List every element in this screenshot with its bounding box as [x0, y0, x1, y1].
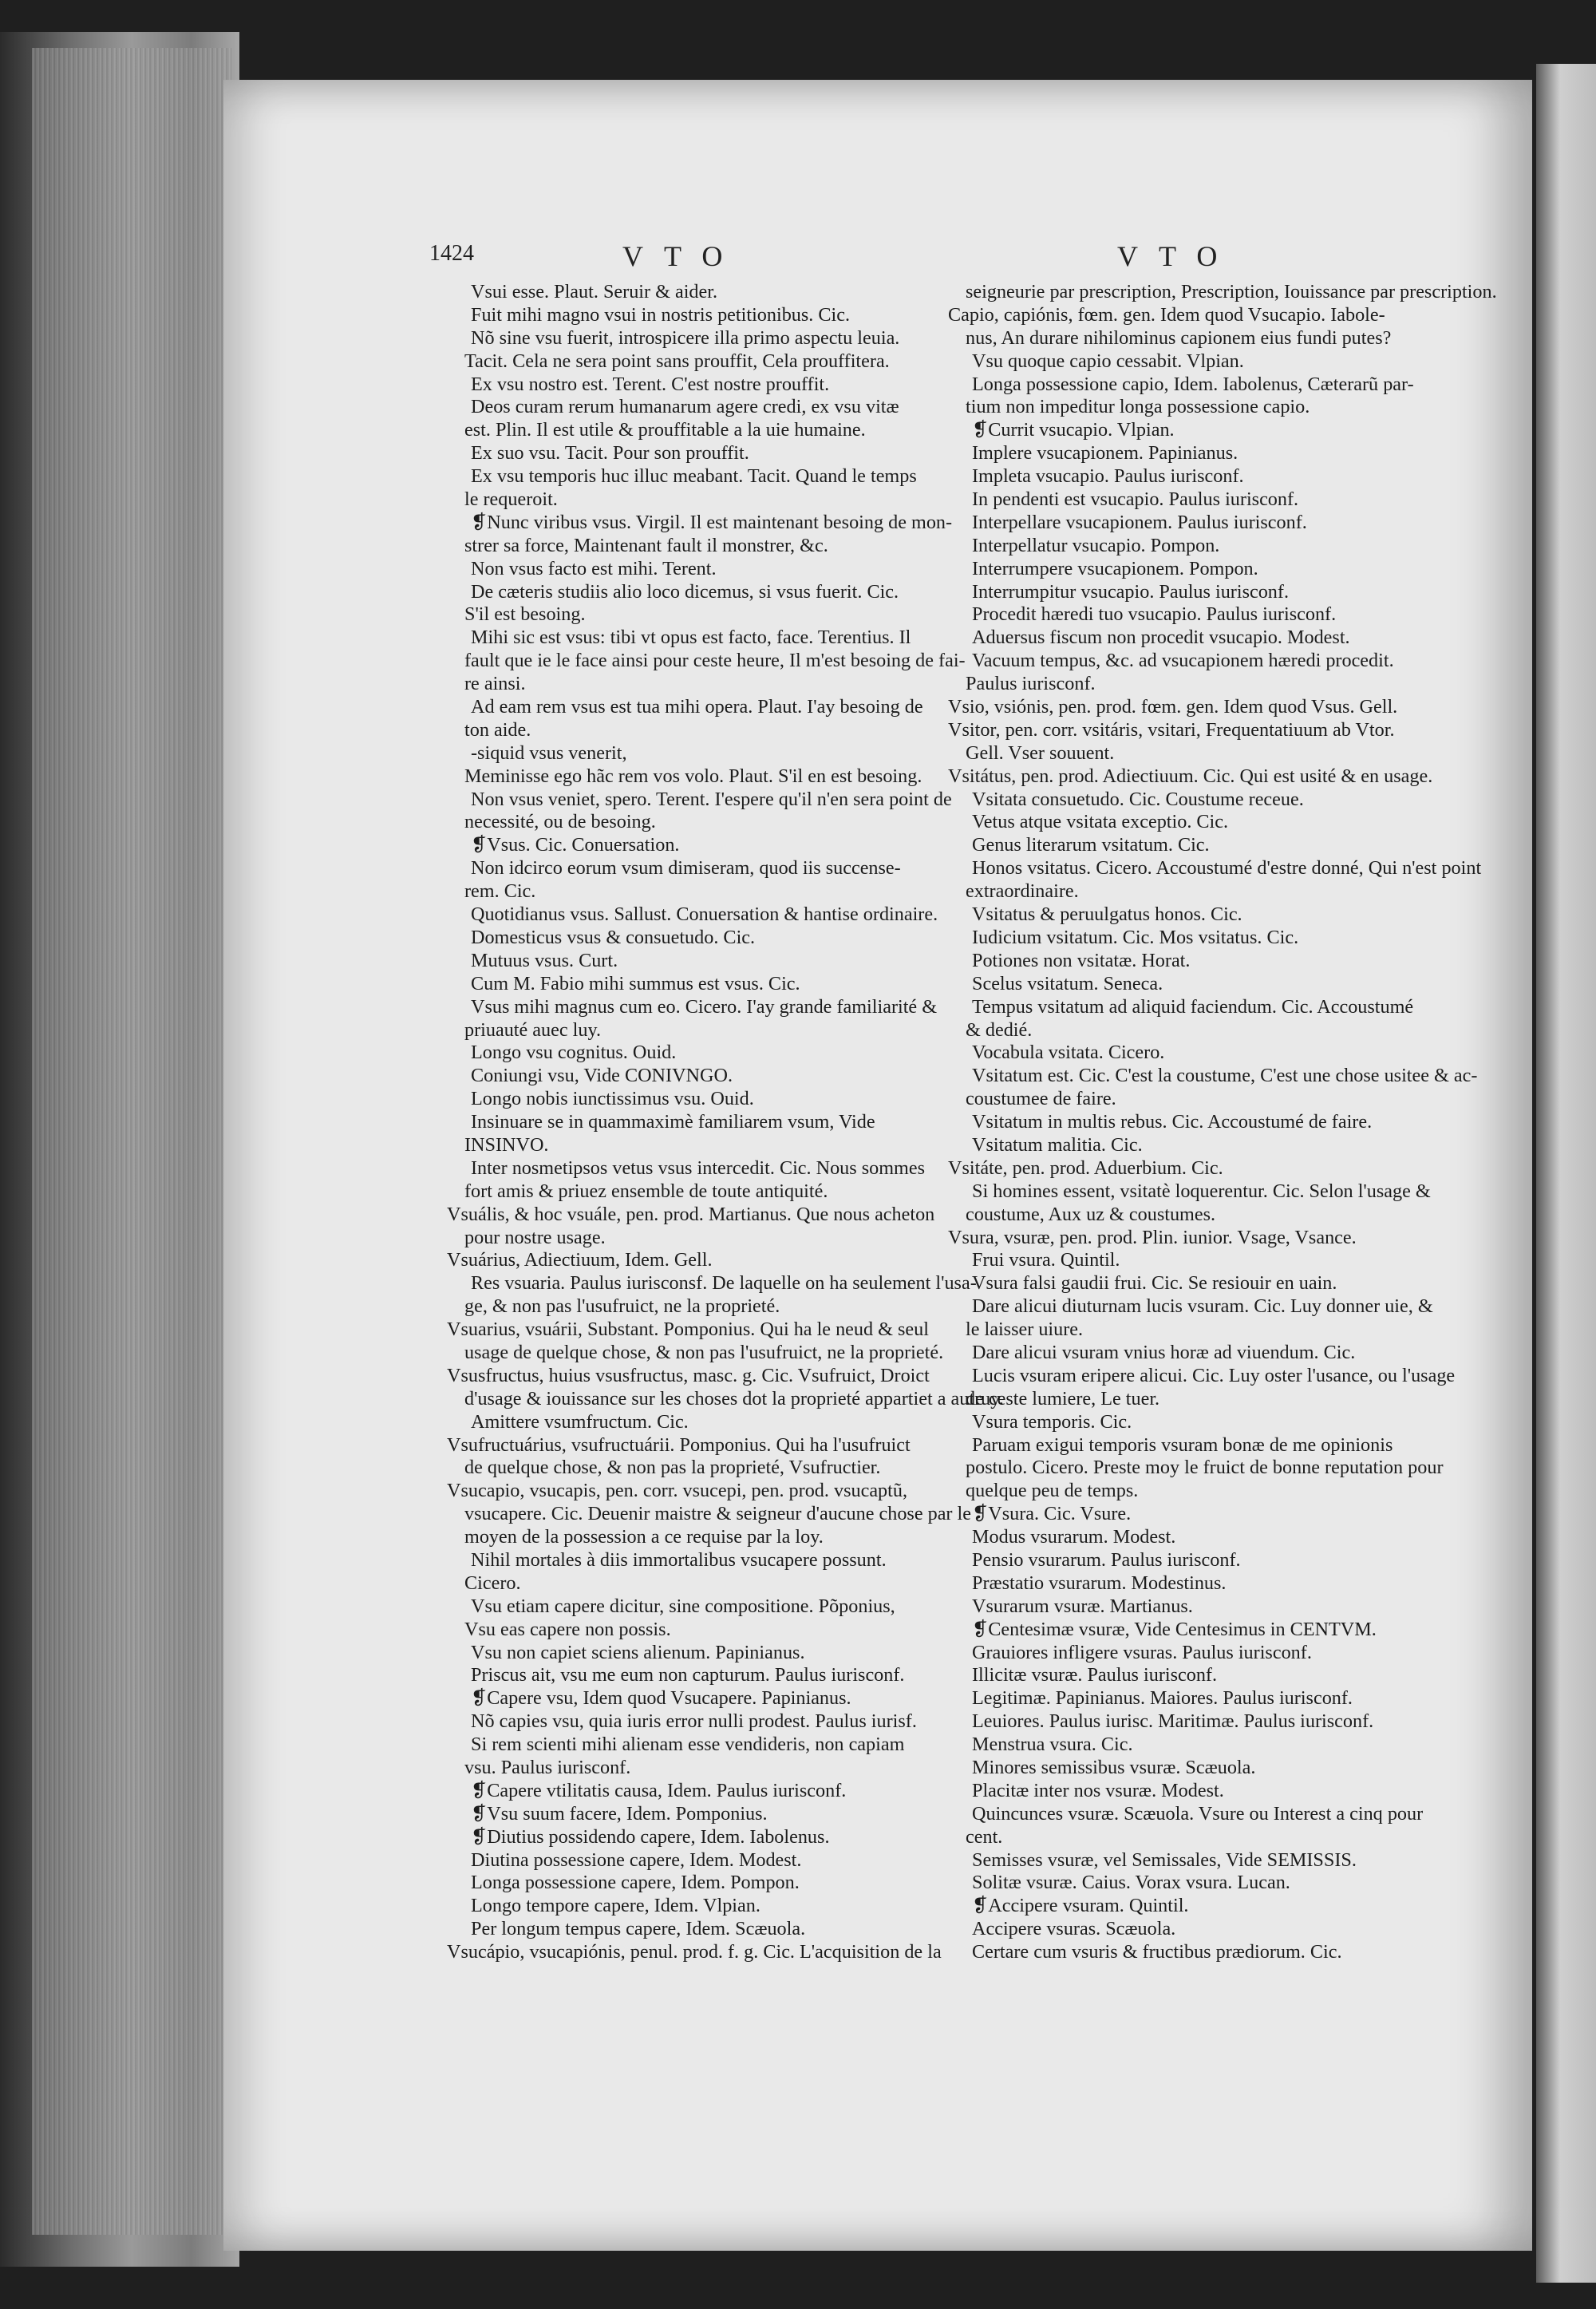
text-line: Longa possessione capere, Idem. Pompon. [471, 1872, 800, 1894]
text-line: ❡Centesimæ vsuræ, Vide Centesimus in CENTVM. [972, 1618, 1377, 1640]
text-line: Minores semissibus vsuræ. Scæuola. [972, 1757, 1256, 1778]
text-line: Coniungi vsu, Vide CONIVNGO. [471, 1065, 733, 1087]
text-line: Vsus mihi magnus cum eo. Cicero. I'ay grande familiarité & [471, 995, 938, 1018]
text-line: Vsu non capiet sciens alienum. Papinianus. [471, 1641, 805, 1663]
text-line: usage de quelque chose, & non pas l'usufruict, ne la proprieté. [464, 1341, 944, 1363]
text-line: Dare alicui diuturnam lucis vsuram. Cic. Luy donner uie, & [972, 1295, 1433, 1318]
text-line: Domesticus vsus & consuetudo. Cic. [471, 926, 756, 948]
text-line: Vsu etiam capere dicitur, sine compositione. Põponius, [471, 1595, 895, 1617]
text-line: Vsurarum vsuræ. Martianus. [972, 1595, 1193, 1617]
text-line: Mutuus vsus. Curt. [471, 949, 618, 971]
text-line: Insinuare se in quammaximè familiarem vsum, Vide [471, 1111, 875, 1133]
text-line: & dedié. [966, 1018, 1033, 1041]
text-line: Priscus ait, vsu me eum non capturum. Paulus iurisconf. [471, 1664, 905, 1686]
text-line: ❡Vsura. Cic. Vsure. [972, 1503, 1132, 1525]
text-line: Vsura falsi gaudii frui. Cic. Se resiouir en uain. [972, 1272, 1337, 1295]
text-line: Nõ sine vsu fuerit, introspicere illa primo aspectu leuia. [471, 326, 900, 349]
text-line: Frui vsura. Quintil. [972, 1249, 1120, 1271]
text-line: moyen de la possession a ce requise par la loy. [464, 1526, 824, 1548]
text-line: coustumee de faire. [966, 1088, 1116, 1110]
text-line: Legitimæ. Papinianus. Maiores. Paulus iurisconf. [972, 1687, 1353, 1710]
text-line: Vsitatum malitia. Cic. [972, 1133, 1143, 1156]
text-line: Menstrua vsura. Cic. [972, 1734, 1133, 1756]
running-head-left: VTO [622, 240, 744, 272]
text-line: de ceste lumiere, Le tuer. [966, 1387, 1160, 1410]
text-line: ❡Nunc viribus vsus. Virgil. Il est maintenant besoing de mon- [471, 511, 953, 533]
text-line: -siquid vsus venerit, [471, 741, 627, 764]
text-line: tium non impeditur longa possessione capio. [966, 396, 1310, 418]
text-line: Vsuarius, vsuárii, Substant. Pomponius. Qui ha le neud & seul [447, 1319, 929, 1341]
text-line: Interrumpitur vsucapio. Paulus iurisconf. [972, 580, 1290, 603]
text-line: Tempus vsitatum ad aliquid faciendum. Cic. Accoustumé [972, 995, 1414, 1018]
text-line: S'il est besoing. [464, 603, 586, 626]
text-line: Vsufructuárius, vsufructuárii. Pomponius. Qui ha l'usufruict [447, 1433, 911, 1456]
text-line: ❡Accipere vsuram. Quintil. [972, 1895, 1189, 1917]
text-line: Per longum tempus capere, Idem. Scæuola. [471, 1918, 806, 1940]
text-line: ❡Diutius possidendo capere, Idem. Iabolenus. [471, 1825, 830, 1848]
text-line: Accipere vsuras. Scæuola. [972, 1918, 1176, 1940]
text-line: Vsuárius, Adiectiuum, Idem. Gell. [447, 1249, 713, 1271]
text-line: Illicitæ vsuræ. Paulus iurisconf. [972, 1664, 1218, 1686]
text-line: Scelus vsitatum. Seneca. [972, 972, 1163, 994]
text-line: ❡Vsus. Cic. Conuersation. [471, 834, 680, 856]
text-line: coustume, Aux uz & coustumes. [966, 1203, 1216, 1225]
text-line: Grauiores infligere vsuras. Paulus iurisconf. [972, 1641, 1312, 1663]
text-line: pour nostre usage. [464, 1226, 606, 1248]
text-line: quelque peu de temps. [966, 1480, 1139, 1502]
text-line: nus, An durare nihilominus capionem eius fundi putes? [966, 326, 1392, 349]
text-line: cent. [966, 1825, 1003, 1848]
text-line: priuauté auec luy. [464, 1018, 602, 1041]
text-line: vsucapere. Cic. Deuenir maistre & seigneur d'aucune chose par le [464, 1503, 971, 1525]
text-line: Non vsus veniet, spero. Terent. I'espere qu'il n'en sera point de [471, 788, 952, 810]
text-line: Non vsus facto est mihi. Terent. [471, 557, 717, 579]
text-line: Deos curam rerum humanarum agere credi, ex vsu vitæ [471, 396, 899, 418]
text-line: d'usage & iouissance sur les choses dot la proprieté appartiet a autruy. [464, 1387, 1004, 1410]
text-line: Res vsuaria. Paulus iurisconsf. De laquelle on ha seulement l'usa- [471, 1272, 977, 1295]
text-line: Vsucápio, vsucapiónis, penul. prod. f. g. Cic. L'acquisition de la [447, 1941, 942, 1963]
text-line: rem. Cic. [464, 880, 536, 903]
text-line: Vetus atque vsitata exceptio. Cic. [972, 811, 1229, 833]
text-line: Quincunces vsuræ. Scæuola. Vsure ou Interest a cinq pour [972, 1802, 1424, 1825]
text-line: Gell. Vser souuent. [966, 741, 1115, 764]
text-line: Vsio, vsiónis, pen. prod. fœm. gen. Idem quod Vsus. Gell. [948, 696, 1398, 718]
text-line: Vsui esse. Plaut. Seruir & aider. [471, 281, 718, 302]
text-line: Modus vsurarum. Modest. [972, 1526, 1176, 1548]
text-line: Paulus iurisconf. [966, 673, 1096, 695]
text-line: Solitæ vsuræ. Caius. Vorax vsura. Lucan. [972, 1872, 1290, 1894]
text-line: Procedit hæredi tuo vsucapio. Paulus iurisconf. [972, 603, 1337, 626]
text-line: ❡Capere vsu, Idem quod Vsucapere. Papinianus. [471, 1687, 851, 1710]
text-line: Amittere vsumfructum. Cic. [471, 1410, 689, 1433]
right-column [948, 281, 1497, 1964]
text-line: Honos vsitatus. Cicero. Accoustumé d'estre donné, Qui n'est point [972, 857, 1482, 880]
text-line: Ex vsu temporis huc illuc meabant. Tacit. Quand le temps [471, 465, 917, 488]
text-line: Vsitatum est. Cic. C'est la coustume, C'est une chose usitee & ac- [972, 1065, 1478, 1087]
text-line: Ex suo vsu. Tacit. Pour son prouffit. [471, 442, 749, 465]
text-line: Cicero. [464, 1572, 521, 1594]
text-line: Vsitátus, pen. prod. Adiectiuum. Cic. Qui est usité & en usage. [948, 765, 1433, 787]
text-line: Certare cum vsuris & fructibus prædiorum. Cic. [972, 1941, 1342, 1963]
text-line: Tacit. Cela ne sera point sans prouffit, Cela prouffitera. [464, 350, 890, 372]
text-line: Dare alicui vsuram vnius horæ ad viuendum. Cic. [972, 1341, 1356, 1363]
text-line: Quotidianus vsus. Sallust. Conuersation & hantise ordinaire. [471, 903, 938, 926]
text-line: Fuit mihi magno vsui in nostris petitionibus. Cic. [471, 303, 851, 326]
text-line: Placitæ inter nos vsuræ. Modest. [972, 1779, 1224, 1801]
page-number: 1424 [429, 241, 474, 266]
text-line: Pensio vsurarum. Paulus iurisconf. [972, 1548, 1241, 1571]
text-line: Vacuum tempus, &c. ad vsucapionem hæredi procedit. [972, 650, 1394, 672]
text-line: ❡Currit vsucapio. Vlpian. [972, 419, 1175, 441]
text-line: Diutina possessione capere, Idem. Modest. [471, 1848, 802, 1871]
text-line: Vsu quoque capio cessabit. Vlpian. [972, 350, 1244, 372]
text-line: Si homines essent, vsitatè loquerentur. Cic. Selon l'usage & [972, 1180, 1431, 1202]
text-line: Vsitata consuetudo. Cic. Coustume receue. [972, 788, 1304, 810]
text-line: Non idcirco eorum vsum dimiseram, quod iis succense- [471, 857, 901, 880]
text-line: Vsitatus & peruulgatus honos. Cic. [972, 903, 1242, 926]
running-head-right: VTO [1117, 240, 1238, 272]
text-line: ge, & non pas l'usufruict, ne la proprieté. [464, 1295, 780, 1318]
text-line: Interrumpere vsucapionem. Pompon. [972, 557, 1258, 579]
text-line: Nihil mortales à diis immortalibus vsucapere possunt. [471, 1548, 887, 1571]
text-line: Iudicium vsitatum. Cic. Mos vsitatus. Cic. [972, 926, 1299, 948]
text-line: fort amis & priuez ensemble de toute antiquité. [464, 1180, 828, 1202]
text-line: Vsitor, pen. corr. vsitáris, vsitari, Frequentatiuum ab Vtor. [948, 718, 1395, 741]
page-stack [32, 48, 231, 2235]
text-line: Paruam exigui temporis vsuram bonæ de me opinionis [972, 1433, 1393, 1456]
text-line: Lucis vsuram eripere alicui. Cic. Luy oster l'usance, ou l'usage [972, 1364, 1456, 1386]
text-line: Vsuális, & hoc vsuále, pen. prod. Martianus. Que nous acheton [447, 1203, 935, 1225]
text-line: Ex vsu nostro est. Terent. C'est nostre prouffit. [471, 373, 830, 395]
facing-page-edge [1536, 64, 1596, 2283]
text-line: Vocabula vsitata. Cicero. [972, 1042, 1165, 1064]
text-line: Genus literarum vsitatum. Cic. [972, 834, 1210, 856]
text-line: Vsura, vsuræ, pen. prod. Plin. iunior. Vsage, Vsance. [948, 1226, 1357, 1248]
text-line: ❡Capere vtilitatis causa, Idem. Paulus iurisconf. [471, 1779, 847, 1801]
text-line: Vsu eas capere non possis. [464, 1618, 671, 1640]
text-line: strer sa force, Maintenant fault il monstrer, &c. [464, 534, 828, 556]
text-line: Cum M. Fabio mihi summus est vsus. Cic. [471, 972, 800, 994]
text-line: Longo nobis iunctissimus vsu. Ouid. [471, 1088, 754, 1110]
text-line: Longo vsu cognitus. Ouid. [471, 1042, 677, 1064]
text-line: Vsusfructus, huius vsusfructus, masc. g. Cic. Vsufruict, Droict [447, 1364, 930, 1386]
text-line: le requeroit. [464, 488, 558, 511]
text-line: Leuiores. Paulus iurisc. Maritimæ. Paulus iurisconf. [972, 1710, 1374, 1733]
text-line: INSINVO. [464, 1133, 549, 1156]
text-line: Vsura temporis. Cic. [972, 1410, 1132, 1433]
text-line: le laisser uiure. [966, 1319, 1084, 1341]
text-line: de quelque chose, & non pas la proprieté, Vsufructier. [464, 1457, 881, 1479]
text-line: ton aide. [464, 718, 531, 741]
text-line: Inter nosmetipsos vetus vsus intercedit. Cic. Nous sommes [471, 1156, 926, 1179]
text-line: Potiones non vsitatæ. Horat. [972, 949, 1191, 971]
text-line: fault que ie le face ainsi pour ceste heure, Il m'est besoing de fai- [464, 650, 966, 672]
text-line: est. Plin. Il est utile & prouffitable a la uie humaine. [464, 419, 866, 441]
text-line: Semisses vsuræ, vel Semissales, Vide SEMISSIS. [972, 1848, 1357, 1871]
text-line: Ad eam rem vsus est tua mihi opera. Plaut. I'ay besoing de [471, 696, 923, 718]
text-line: ❡Vsu suum facere, Idem. Pomponius. [471, 1802, 768, 1825]
text-line: Mihi sic est vsus: tibi vt opus est facto, face. Terentius. Il [471, 627, 911, 649]
text-line: Capio, capiónis, fœm. gen. Idem quod Vsucapio. Iabole- [948, 303, 1385, 326]
text-line: extraordinaire. [966, 880, 1079, 903]
text-line: Longa possessione capio, Idem. Iabolenus, Cæterarũ par- [972, 373, 1414, 395]
text-line: necessité, ou de besoing. [464, 811, 656, 833]
text-line: postulo. Cicero. Preste moy le fruict de bonne reputation pour [966, 1457, 1444, 1479]
text-line: Præstatio vsurarum. Modestinus. [972, 1572, 1227, 1594]
text-line: In pendenti est vsucapio. Paulus iurisconf. [972, 488, 1299, 511]
text-line: Implere vsucapionem. Papinianus. [972, 442, 1238, 465]
text-line: Si rem scienti mihi alienam esse vendideris, non capiam [471, 1734, 905, 1756]
text-line: Vsitatum in multis rebus. Cic. Accoustumé de faire. [972, 1111, 1373, 1133]
text-line: Interpellatur vsucapio. Pompon. [972, 534, 1220, 556]
text-line: Vsitáte, pen. prod. Aduerbium. Cic. [948, 1156, 1223, 1179]
text-line: De cæteris studiis alio loco dicemus, si vsus fuerit. Cic. [471, 580, 899, 603]
text-line: seigneurie par prescription, Prescription, Iouissance par prescription. [966, 281, 1497, 302]
text-line: Nõ capies vsu, quia iuris error nulli prodest. Paulus iurisf. [471, 1710, 917, 1733]
text-line: Impleta vsucapio. Paulus iurisconf. [972, 465, 1244, 488]
text-line: Longo tempore capere, Idem. Vlpian. [471, 1895, 760, 1917]
text-line: Vsucapio, vsucapis, pen. corr. vsucepi, pen. prod. vsucaptũ, [447, 1480, 908, 1502]
text-line: Interpellare vsucapionem. Paulus iurisconf. [972, 511, 1307, 533]
text-line: Meminisse ego hãc rem vos volo. Plaut. S'il en est besoing. [464, 765, 922, 787]
text-line: vsu. Paulus iurisconf. [464, 1757, 631, 1778]
text-line: Aduersus fiscum non procedit vsucapio. Modest. [972, 627, 1350, 649]
text-line: re ainsi. [464, 673, 526, 695]
